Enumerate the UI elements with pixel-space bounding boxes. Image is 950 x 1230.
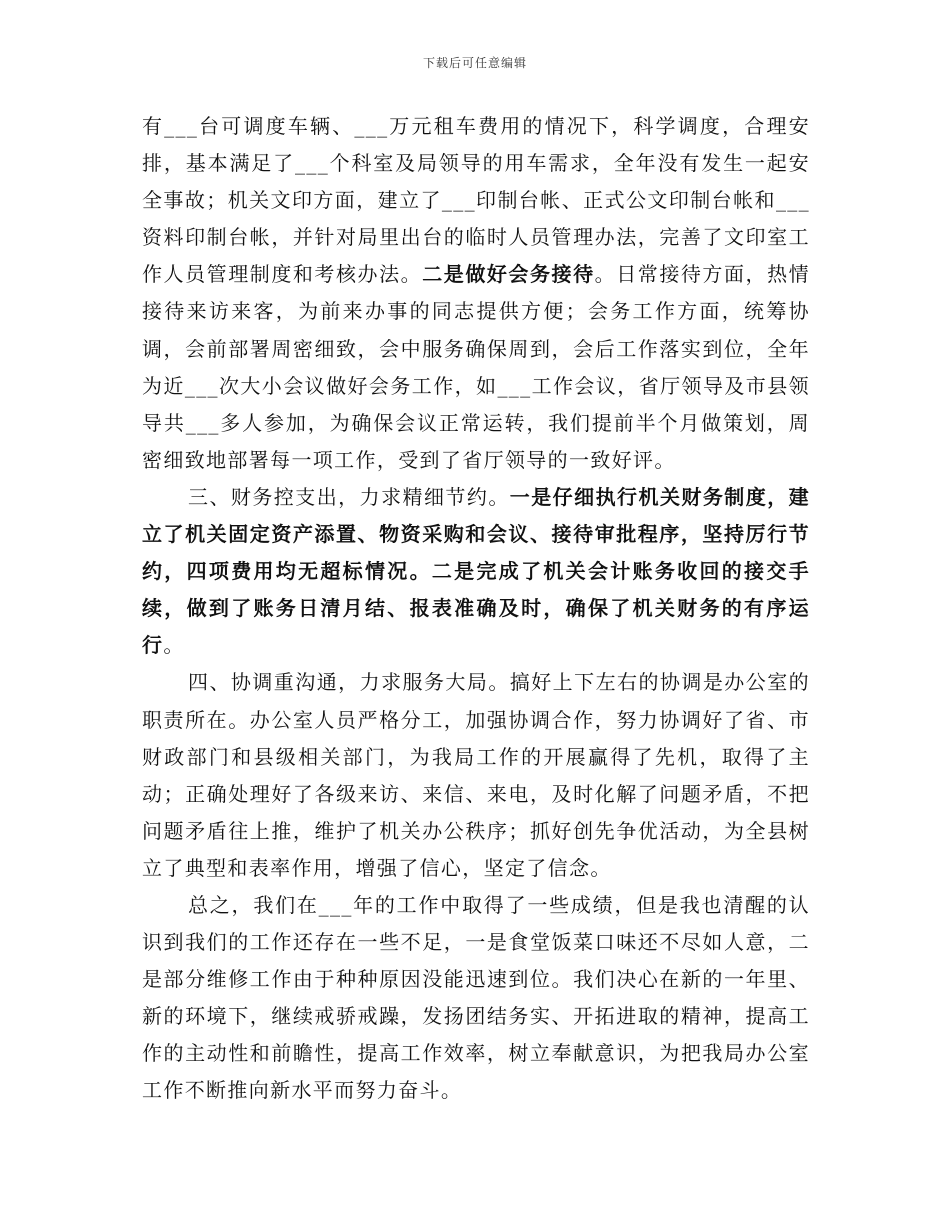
text-segment: 四、协调重沟通，力求服务大局。搞好上下左右的协调是办公室的职责所在。办公室人员严格分工，加强协调合作，努力协调好了省、市财政部门和县级相关部门，为我局工作的开展赢得了先机，取得了主动；正确处理好了各级来访、来信、来电，及时化解了问题矛盾，不把问题矛盾往上推，维护了机关办公秩序；抓好创先争优活动，为全县树立了典型和表率作用，增强了信心，坚定了信念。 <box>142 670 810 880</box>
paragraph-finance <box>142 479 810 664</box>
text-segment: 总之，我们在___年的工作中取得了一些成绩，但是我也清醒的认识到我们的工作还存在一些不足，一是食堂饭菜口味还不尽如人意，二是部分维修工作由于种种原因没能迅速到位。我们决心在新的一年里、新的环境下，继续戒骄戒躁，发扬团结务实、开拓进取的精神，提高工作的主动性和前瞻性，提高工作效率，树立奉献意识，为把我局办公室工作不断推向新水平而努力奋斗。 <box>142 892 810 1103</box>
paragraph-coordination <box>142 664 810 887</box>
paragraph-summary <box>142 887 810 1110</box>
text-segment: 。 <box>163 633 185 658</box>
bold-text-finance: 一是仔细执行机关财务制度，建立了机关固定资产添置、物资采购和会议、接待审批程序，坚持厉行节约，四项费用均无超标情况。二是完成了机关会计账务收回的接交手续，做到了账务日清月结、报表准确及时，确保了机关财务的有序运行 <box>142 484 811 658</box>
text-segment: 。日常接待方面，热情接待来访来客，为前来办事的同志提供方便；会务工作方面，统筹协调，会前部署周密细致，会中服务确保周到，会后工作落实到位，全年为近___次大小会议做好会务工作，如___工作会议，省厅领导及市县领导共___多人参加，为确保会议正常运转，我们提前半个月做策划，周密细致地部署每一项工作，受到了省厅领导的一致好评。 <box>142 262 810 472</box>
page-header: 下载后可任意编辑 <box>422 56 527 70</box>
bold-heading-reception: 二是做好会务接待 <box>422 262 595 287</box>
paragraph-vehicle-and-reception <box>142 108 810 479</box>
text-segment: 有___台可调度车辆、___万元租车费用的情况下，科学调度，合理安排，基本满足了___个科室及局领导的用车需求，全年没有发生一起安全事故；机关文印方面，建立了___印制台帐、正式公文印制台帐和___资料印制台帐，并针对局里出台的临时人员管理办法，完善了文印室工作人员管理制度和考核办法。 <box>142 114 810 287</box>
section-heading-finance: 三、财务控支出，力求精细节约。 <box>188 484 510 509</box>
document-body <box>142 108 810 1110</box>
